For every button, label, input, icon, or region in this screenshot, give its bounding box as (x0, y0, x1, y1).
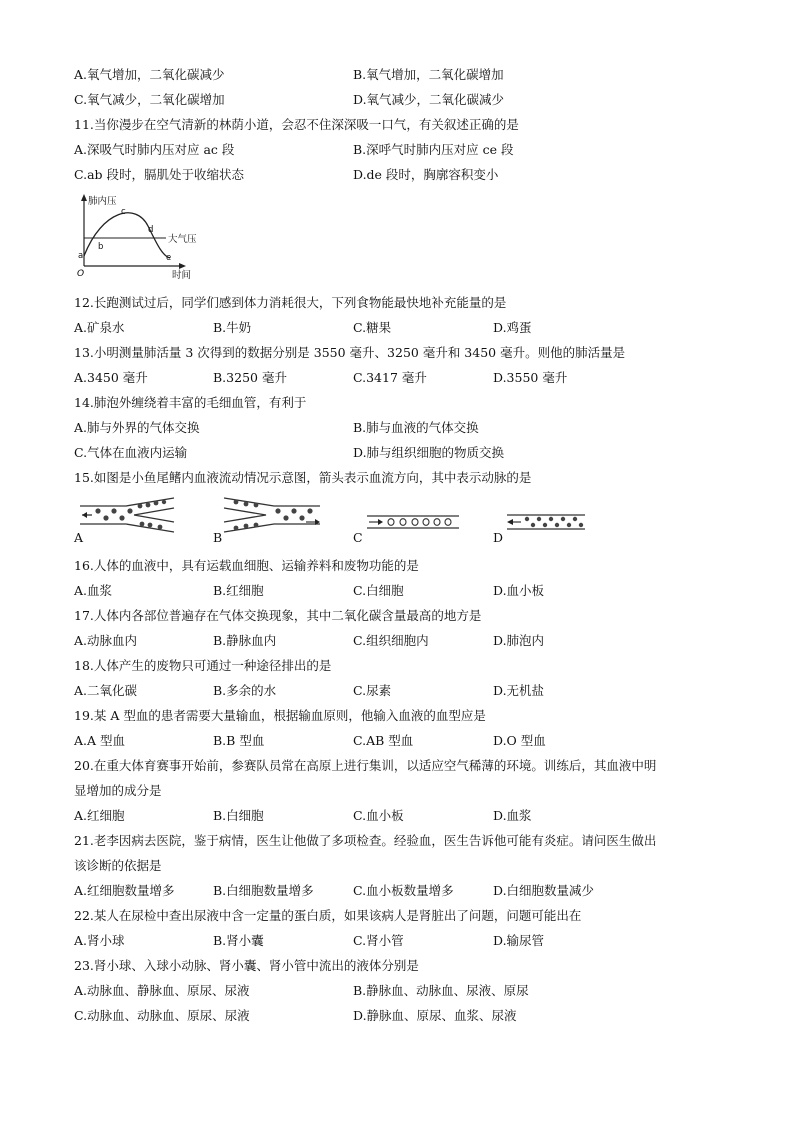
q13-stem: 13.小明测量肺活量 3 次得到的数据分别是 3550 毫升、3250 毫升和 3450 毫升。则他的肺活量是 (74, 345, 626, 360)
q12-option-a: A.矿泉水 (74, 320, 125, 335)
q18-option-c: C.尿素 (353, 683, 392, 698)
q16-option-d: D.血小板 (493, 583, 545, 598)
q22-option-b: B.肾小囊 (213, 933, 264, 948)
q12-stem: 12.长跑测试过后，同学们感到体力消耗很大，下列食物能最快地补充能量的是 (74, 295, 507, 310)
q22-option-a: A.肾小球 (74, 933, 125, 948)
x-axis-arrow (179, 263, 186, 269)
point-c-label: c (121, 207, 126, 217)
vessel-diagram-d (505, 512, 587, 532)
q18-option-a: A.二氧化碳 (74, 683, 138, 698)
q23-option-c: C.动脉血、动脉血、原尿、尿液 (74, 1008, 250, 1023)
q15-option-b: B (213, 530, 223, 545)
q16-option-c: C.白细胞 (353, 583, 404, 598)
q11-option-d: D.de 段时，胸廓容积变小 (353, 167, 499, 182)
q20-option-b: B.白细胞 (213, 808, 264, 823)
q11-option-a: A.深吸气时肺内压对应 ac 段 (74, 142, 235, 157)
q21-option-a: A.红细胞数量增多 (74, 883, 175, 898)
vessel-diagram-a (78, 496, 178, 536)
q23-option-b: B.静脉血、动脉血、尿液、原尿 (353, 983, 529, 998)
q19-option-c: C.AB 型血 (353, 733, 414, 748)
q12-option-b: B.牛奶 (213, 320, 252, 335)
q23-option-d: D.静脉血、原尿、血浆、尿液 (353, 1008, 517, 1023)
pressure-curve (84, 213, 170, 258)
q15-option-a: A (74, 530, 84, 545)
q18-stem: 18.人体产生的废物只可通过一种途径排出的是 (74, 658, 332, 673)
q11-stem: 11.当你漫步在空气清新的林荫小道，会忍不住深深吸一口气，有关叙述正确的是 (74, 117, 519, 132)
q10-option-b: B.氧气增加，二氧化碳增加 (353, 67, 504, 82)
q16-option-a: A.血浆 (74, 583, 113, 598)
q14-option-d: D.肺与组织细胞的物质交换 (353, 445, 505, 460)
q14-option-c: C.气体在血液内运输 (74, 445, 188, 460)
q12-option-d: D.鸡蛋 (493, 320, 532, 335)
x-axis-label: 时间 (172, 270, 192, 280)
y-axis-label: 肺内压 (88, 196, 117, 207)
q11-option-b: B.深呼气时肺内压对应 ce 段 (353, 142, 514, 157)
q15-stem: 15.如图是小鱼尾鳍内血液流动情况示意图，箭头表示血流方向，其中表示动脉的是 (74, 470, 532, 485)
origin-label: O (77, 269, 85, 279)
q21-option-b: B.白细胞数量增多 (213, 883, 314, 898)
q10-option-c: C.氧气减少，二氧化碳增加 (74, 92, 225, 107)
q17-option-b: B.静脉血内 (213, 633, 277, 648)
q13-option-a: A.3450 毫升 (74, 370, 148, 385)
q17-option-d: D.肺泡内 (493, 633, 545, 648)
q13-option-d: D.3550 毫升 (493, 370, 568, 385)
q10-option-a: A.氧气增加，二氧化碳减少 (74, 67, 225, 82)
q11-option-c: C.ab 段时，膈肌处于收缩状态 (74, 167, 245, 182)
q14-stem: 14.肺泡外缠绕着丰富的毛细血管，有利于 (74, 395, 307, 410)
q12-option-c: C.糖果 (353, 320, 392, 335)
q16-stem: 16.人体的血液中，具有运载血细胞、运输养料和废物功能的是 (74, 558, 419, 573)
vessel-diagram-b (222, 496, 322, 536)
q23-option-a: A.动脉血、静脉血、原尿、尿液 (74, 983, 250, 998)
q18-option-b: B.多余的水 (213, 683, 277, 698)
q10-option-d: D.氧气减少，二氧化碳减少 (353, 92, 505, 107)
q17-stem: 17.人体内各部位普遍存在气体交换现象，其中二氧化碳含量最高的地方是 (74, 608, 482, 623)
q20-option-d: D.血浆 (493, 808, 532, 823)
q21-option-d: D.白细胞数量减少 (493, 883, 595, 898)
q18-option-d: D.无机盐 (493, 683, 545, 698)
q21-stem-line2: 该诊断的依据是 (74, 858, 162, 873)
q20-stem-line1: 20.在重大体育赛事开始前，参赛队员常在高原上进行集训，以适应空气稀薄的环境。训练后，其血液中明 (74, 758, 657, 773)
q15-option-d: D (493, 530, 504, 545)
q20-option-c: C.血小板 (353, 808, 404, 823)
lung-pressure-graph (74, 192, 214, 280)
q19-stem: 19.某 A 型血的患者需要大量输血，根据输血原则，他输入血液的血型应是 (74, 708, 486, 723)
point-d-label: d (148, 225, 154, 235)
atm-label: 大气压 (168, 234, 197, 245)
point-a-label: a (78, 251, 84, 261)
q17-option-a: A.动脉血内 (74, 633, 138, 648)
q22-stem: 22.某人在尿检中查出尿液中含一定量的蛋白质，如果该病人是肾脏出了问题，问题可能出在 (74, 908, 582, 923)
point-e-label: e (166, 253, 172, 263)
q15-option-c: C (353, 530, 363, 545)
q22-option-d: D.输尿管 (493, 933, 545, 948)
point-b-label: b (98, 242, 104, 252)
q20-stem-line2: 显增加的成分是 (74, 783, 162, 798)
q19-option-b: B.B 型血 (213, 733, 265, 748)
q20-option-a: A.红细胞 (74, 808, 125, 823)
q21-option-c: C.血小板数量增多 (353, 883, 454, 898)
q19-option-a: A.A 型血 (74, 733, 126, 748)
q23-stem: 23.肾小球、入球小动脉、肾小囊、肾小管中流出的液体分别是 (74, 958, 419, 973)
q17-option-c: C.组织细胞内 (353, 633, 429, 648)
vessel-diagram-c (365, 512, 461, 532)
q22-option-c: C.肾小管 (353, 933, 404, 948)
q16-option-b: B.红细胞 (213, 583, 264, 598)
q14-option-b: B.肺与血液的气体交换 (353, 420, 479, 435)
q13-option-c: C.3417 毫升 (353, 370, 427, 385)
q21-stem-line1: 21.老李因病去医院，鉴于病情，医生让他做了多项检查。经验血，医生告诉他可能有炎症。请问医生做出 (74, 833, 657, 848)
q14-option-a: A.肺与外界的气体交换 (74, 420, 200, 435)
q19-option-d: D.O 型血 (493, 733, 546, 748)
q13-option-b: B.3250 毫升 (213, 370, 287, 385)
y-axis-arrow (81, 194, 87, 201)
